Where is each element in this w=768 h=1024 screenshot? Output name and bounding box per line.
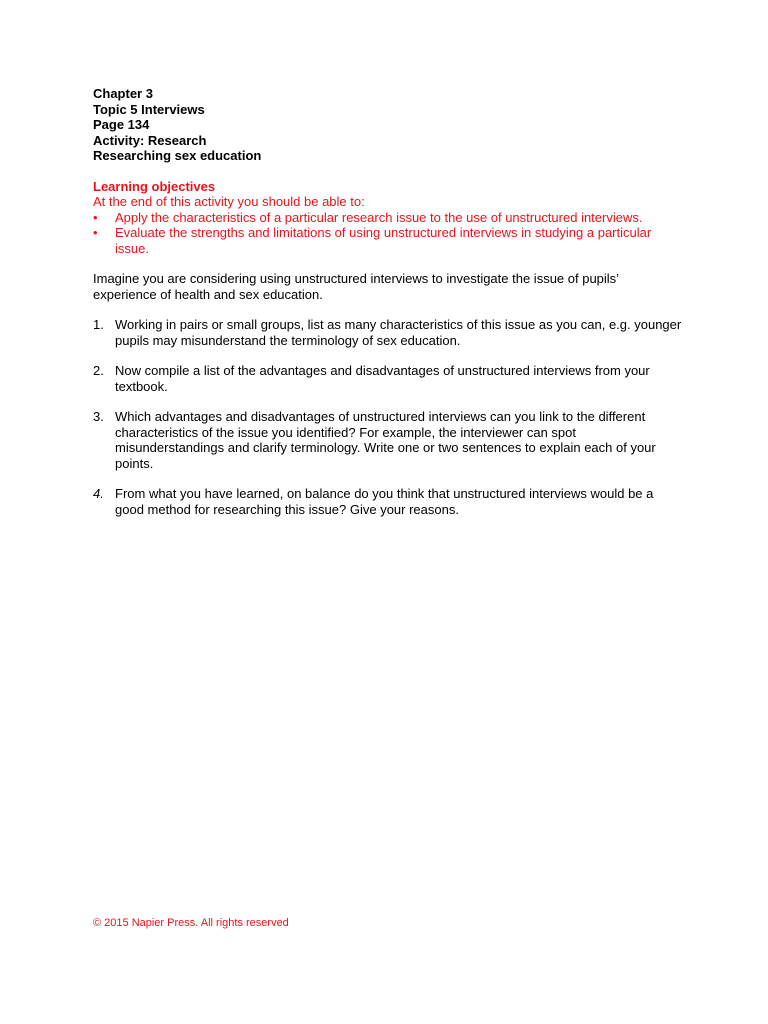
- objective-text: Apply the characteristics of a particular research issue to the use of unstructured interviews.: [115, 209, 643, 225]
- bullet-icon: •: [93, 225, 98, 240]
- learning-objectives-intro: At the end of this activity you should be able to:: [93, 194, 365, 209]
- learning-objectives-list: [93, 210, 683, 257]
- task-text: Which advantages and disadvantages of unstructured interviews can you link to the different characteristics of the issue you identified? For example, the interviewer can spot misunderstandings and clarify terminology. Write one or two sentences to explain each of your points.: [115, 409, 656, 471]
- document-header: [93, 86, 683, 164]
- list-item: [93, 317, 683, 348]
- task-number: 3.: [93, 409, 104, 424]
- page-reference: Page 134: [93, 117, 150, 132]
- list-item: [93, 409, 683, 471]
- document-page: [93, 86, 683, 532]
- task-text: Working in pairs or small groups, list as many characteristics of this issue as you can, e.g. younger pupils may misunderstand the terminology of sex education.: [115, 317, 682, 348]
- task-text: From what you have learned, on balance do you think that unstructured interviews would be a good method for researching this issue? Give your reasons.: [115, 486, 654, 517]
- task-list: [93, 317, 683, 517]
- copyright-footer: © 2015 Napier Press. All rights reserved: [93, 917, 289, 929]
- intro-paragraph: Imagine you are considering using unstructured interviews to investigate the issue of pupils’ experience of health and sex education.: [93, 271, 619, 302]
- task-number: 1.: [93, 317, 104, 332]
- list-item: [93, 210, 683, 226]
- learning-objectives-heading: Learning objectives: [93, 178, 216, 194]
- list-item: [93, 363, 683, 394]
- task-number: 2.: [93, 363, 104, 378]
- list-item: [93, 225, 683, 256]
- topic-label: Topic 5 Interviews: [93, 101, 205, 117]
- task-number: 4.: [93, 486, 104, 501]
- objective-text: Evaluate the strengths and limitations of using unstructured interviews in studying a particular issue.: [115, 225, 652, 256]
- learning-objectives-section: [93, 179, 683, 257]
- task-text: Now compile a list of the advantages and disadvantages of unstructured interviews from your textbook.: [115, 363, 650, 394]
- document-title: Researching sex education: [93, 148, 262, 163]
- list-item: [93, 486, 683, 517]
- bullet-icon: •: [93, 209, 98, 225]
- activity-label: Activity: Research: [93, 132, 207, 148]
- chapter-label: Chapter 3: [93, 86, 153, 101]
